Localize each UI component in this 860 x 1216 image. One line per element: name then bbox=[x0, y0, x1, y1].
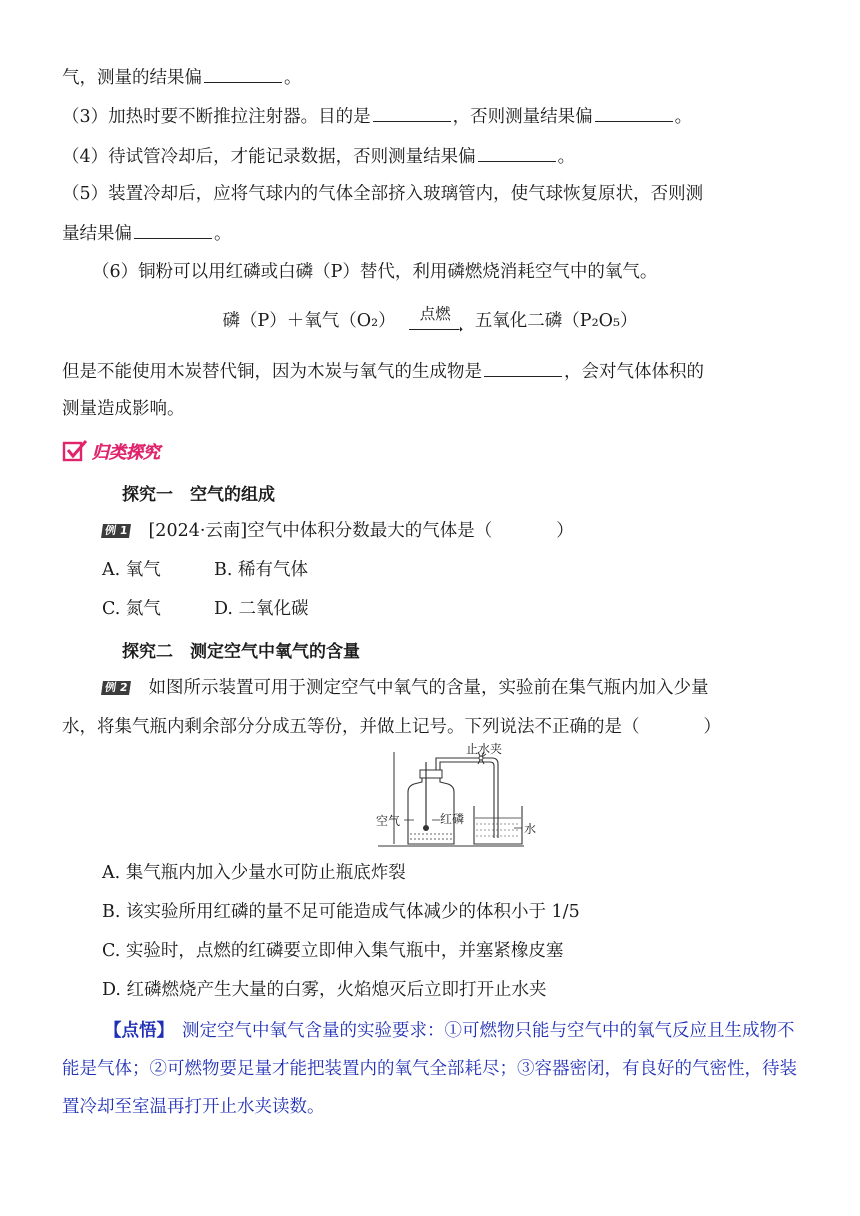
question-text: 如图所示装置可用于测定空气中氧气的含量，实验前在集气瓶内加入少量 bbox=[148, 678, 709, 698]
section-badge bbox=[62, 438, 160, 463]
question-text: ） bbox=[556, 521, 574, 541]
question-5-cont bbox=[62, 220, 232, 246]
label-water: 水 bbox=[524, 822, 537, 836]
checkbox-icon bbox=[62, 439, 88, 463]
reaction-equation bbox=[0, 306, 860, 337]
answer-blank[interactable] bbox=[478, 143, 556, 162]
question-5 bbox=[62, 182, 703, 206]
line-text: 但是不能使用木炭替代铜，因为木炭与氧气的生成物是 bbox=[62, 362, 482, 382]
tip-box bbox=[62, 1012, 802, 1126]
question-3 bbox=[62, 103, 692, 129]
option-b[interactable]: B. 该实验所用红磷的量不足可能造成气体减少的体积小于 1/5 bbox=[102, 902, 580, 922]
topic-1-heading: 探究一 空气的组成 bbox=[122, 485, 275, 505]
line-text: 气，测量的结果偏 bbox=[62, 68, 202, 88]
line-text: 。 bbox=[214, 224, 232, 244]
line-text: 。 bbox=[557, 147, 576, 167]
example-label: 例 1 bbox=[101, 524, 131, 538]
line-text: （3）加热时要不断推拉注射器。目的是 bbox=[62, 107, 371, 127]
question-4 bbox=[62, 143, 575, 169]
question-6 bbox=[92, 260, 657, 284]
section-title: 归类探究 bbox=[92, 443, 160, 463]
line-text: 。 bbox=[284, 68, 302, 88]
option-d[interactable]: D. 红磷燃烧产生大量的白雾，火焰熄灭后立即打开止水夹 bbox=[102, 980, 547, 1000]
option-c[interactable]: C. 实验时，点燃的红磷要立即伸入集气瓶中，并塞紧橡皮塞 bbox=[102, 941, 564, 961]
line-text: （6）铜粉可以用红磷或白磷（P）替代，利用磷燃烧消耗空气中的氧气。 bbox=[92, 262, 658, 282]
line-text: 测量造成影响。 bbox=[62, 399, 185, 419]
reaction-arrow bbox=[407, 304, 464, 337]
answer-blank[interactable] bbox=[595, 103, 673, 122]
question-6-end bbox=[62, 397, 185, 421]
tip-text: 测定空气中氧气含量的实验要求：①可燃物只能与空气中的氧气反应且生成物不能是气体；②可燃物要足量才能把装置内的氧气全部耗尽；③容器密闭，有良好的气密性，待装置冷却至室温再打开止水夹读数。 bbox=[62, 1021, 797, 1117]
option-a[interactable]: A. 集气瓶内加入少量水可防止瓶底炸裂 bbox=[102, 863, 406, 883]
label-phosphorus: 红磷 bbox=[440, 812, 465, 826]
example-2-question-cont bbox=[62, 715, 721, 739]
option-d[interactable]: D. 二氧化碳 bbox=[214, 599, 309, 619]
example-label: 例 2 bbox=[101, 681, 131, 695]
answer-blank[interactable] bbox=[134, 220, 212, 239]
option-b[interactable]: B. 稀有气体 bbox=[214, 560, 308, 580]
answer-blank[interactable] bbox=[204, 64, 282, 83]
equation-reactants: 磷（P）＋氧气（O₂） bbox=[222, 311, 396, 331]
line-text: ，会对气体体积的 bbox=[564, 362, 704, 382]
option-c[interactable]: C. 氮气 bbox=[102, 599, 161, 619]
answer-blank[interactable] bbox=[484, 358, 562, 377]
arrow-shaft bbox=[409, 329, 459, 330]
question-6-cont bbox=[62, 358, 704, 384]
line-text: （5）装置冷却后，应将气球内的气体全部挤入玻璃管内，使气球恢复原状，否则测 bbox=[62, 184, 704, 204]
reaction-condition: 点燃 bbox=[419, 304, 451, 323]
line-text: （4）待试管冷却后，才能记录数据，否则测量结果偏 bbox=[62, 147, 476, 167]
question-text: [2024·云南]空气中体积分数最大的气体是（ bbox=[148, 521, 493, 541]
apparatus-figure bbox=[374, 742, 537, 852]
example-2-question bbox=[102, 676, 708, 700]
label-clamp: 止水夹 bbox=[466, 742, 503, 756]
equation-products: 五氧化二磷（P₂O₅） bbox=[474, 311, 638, 331]
topic-2-heading: 探究二 测定空气中氧气的含量 bbox=[122, 642, 360, 662]
example-1-question bbox=[102, 519, 574, 543]
question-line-2-end bbox=[62, 64, 302, 90]
arrow-head-icon: ➝ bbox=[453, 321, 464, 336]
line-text: 。 bbox=[674, 107, 693, 127]
line-text: ，否则测量结果偏 bbox=[452, 107, 593, 127]
label-air: 空气 bbox=[376, 814, 401, 828]
answer-blank[interactable] bbox=[373, 103, 451, 122]
apparatus-diagram bbox=[374, 748, 537, 848]
tip-label: 【点悟】 bbox=[104, 1021, 174, 1041]
question-text: 水，将集气瓶内剩余部分分成五等份，并做上记号。下列说法不正确的是（ bbox=[62, 717, 640, 737]
line-text: 量结果偏 bbox=[62, 224, 132, 244]
option-a[interactable]: A. 氧气 bbox=[102, 560, 161, 580]
question-text: ） bbox=[703, 717, 721, 737]
